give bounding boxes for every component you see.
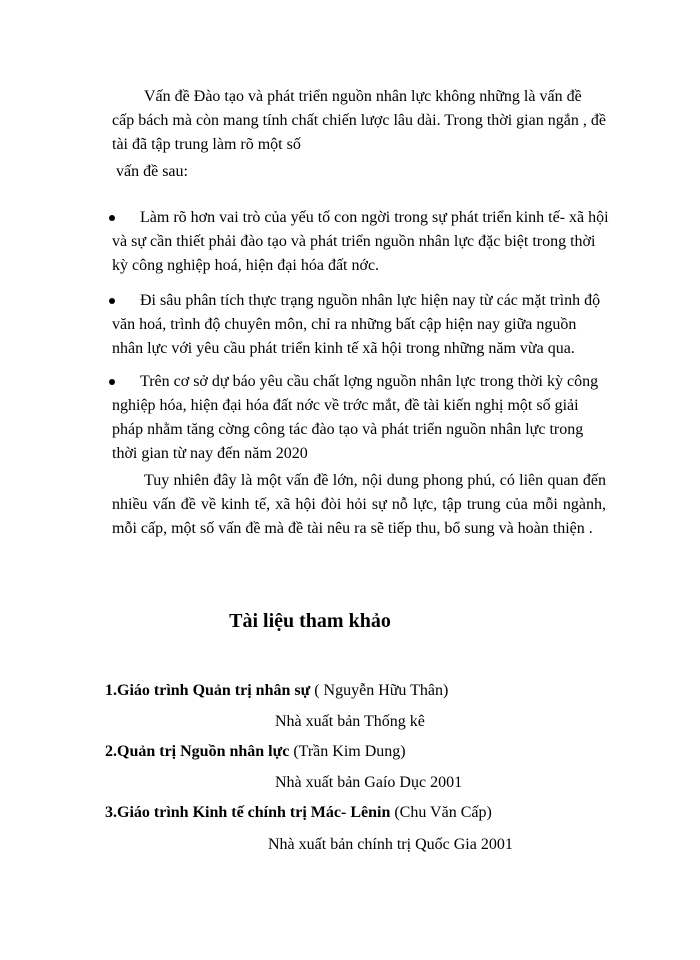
reference-publisher: Nhà xuất bản Thống kê xyxy=(275,713,425,730)
bullet-text: Làm rõ hơn vai trò của yếu tố con ngời trong sự phát triển kinh tế- xã hội và sự cần thiết phải đào tạo và phát triển nguồn nhân lực đặc biệt trong thời kỳ công nghiệp hoá, hiện đại hóa đất nớc. xyxy=(112,209,609,274)
reference-publisher: Nhà xuất bản chính trị Quốc Gia 2001 xyxy=(268,836,513,853)
bullet-icon xyxy=(109,215,115,221)
intro-continuation: vấn đề sau: xyxy=(116,163,188,180)
bullet-item xyxy=(100,370,610,466)
reference-title: 2.Quản trị Nguồn nhân lực xyxy=(105,743,290,760)
bullet-icon xyxy=(109,379,115,385)
reference-item xyxy=(105,680,448,702)
reference-author: (Chu Văn Cấp) xyxy=(390,804,492,821)
bullet-text: Đi sâu phân tích thực trạng nguồn nhân lực hiện nay từ các mặt trình độ văn hoá, trình độ chuyên môn, chỉ ra những bất cập hiện nay giữa nguồn nhân lực với yêu cầu phát triển kinh tế xã hội trong những năm vừa qua. xyxy=(112,292,601,357)
reference-author: ( Nguyễn Hữu Thân) xyxy=(310,682,449,699)
reference-title: 3.Giáo trình Kinh tế chính trị Mác- Lênin xyxy=(105,804,391,821)
reference-item xyxy=(105,741,406,763)
reference-item xyxy=(105,802,492,824)
bullet-item xyxy=(100,206,610,278)
reference-title: 1.Giáo trình Quản trị nhân sự xyxy=(105,682,311,699)
reference-publisher: Nhà xuất bản Gaío Dục 2001 xyxy=(275,774,463,791)
reference-author: (Trần Kim Dung) xyxy=(289,743,406,760)
bullet-item xyxy=(100,289,610,361)
references-heading: Tài liệu tham khảo xyxy=(229,610,391,632)
bullet-text: Trên cơ sở dự báo yêu cầu chất lợng nguồn nhân lực trong thời kỳ công nghiệp hóa, hiện đại hóa đất nớc về trớc mắt, đề tài kiến nghị một số giải pháp nhằm tăng cờng công tác đào tạo và phát triển nguồn nhân lực trong thời gian từ nay đến năm 2020 xyxy=(112,373,599,462)
intro-paragraph: Vấn đề Đào tạo và phát triển nguồn nhân lực không những là vấn đề cấp bách mà còn mang tính chất chiến lược lâu dài. Trong thời gian ngắn , đề tài đã tập trung làm rõ một số xyxy=(112,88,606,153)
closing-paragraph: Tuy nhiên đây là một vấn đề lớn, nội dung phong phú, có liên quan đến nhiều vấn đề về kinh tế, xã hội đòi hỏi sự nỗ lực, tập trung của mỗi ngành, mỗi cấp, một số vấn đề mà đề tài nêu ra sẽ tiếp thu, bổ sung và hoàn thiện . xyxy=(112,472,606,537)
bullet-icon xyxy=(109,298,115,304)
